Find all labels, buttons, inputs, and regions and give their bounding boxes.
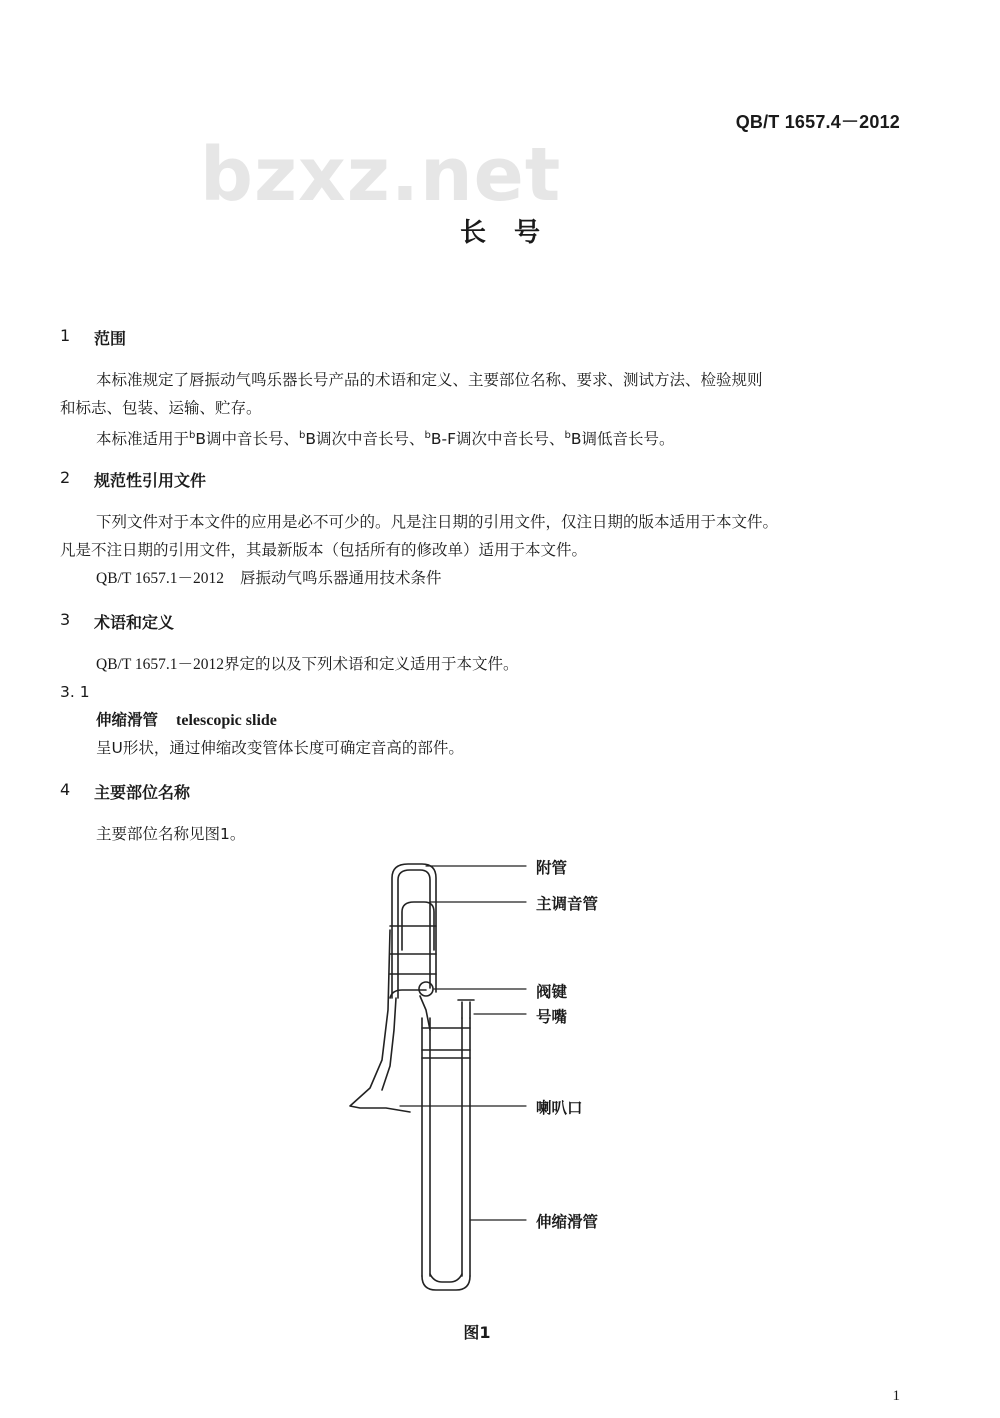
flat-sign: b <box>564 430 571 441</box>
scope-text-c: B调次中音长号、 <box>305 430 425 448</box>
subsection-3-1-number: 3. 1 <box>60 683 90 701</box>
section-3-title: 术语和定义 <box>94 613 175 632</box>
section-1-para1-line1: 本标准规定了唇振动气鸣乐器长号产品的术语和定义、主要部位名称、要求、测试方法、检验规则 <box>96 371 763 389</box>
section-1-number: 1 <box>60 326 71 345</box>
term-definition: 呈U形状，通过伸缩改变管体长度可确定音高的部件。 <box>96 739 464 757</box>
section-3-number: 3 <box>60 610 71 629</box>
label-valve: 阀键 <box>536 983 568 1001</box>
term-chinese: 伸缩滑管 <box>96 711 159 729</box>
scope-text-a: 本标准适用于 <box>96 430 190 448</box>
section-1-para2 <box>96 422 675 453</box>
section-1-para1-line2: 和标志、包装、运输、贮存。 <box>60 399 262 417</box>
section-2-para1-line1: 下列文件对于本文件的应用是必不可少的。凡是注日期的引用文件，仅注日期的版本适用于本文件。 <box>96 513 779 531</box>
watermark: bzxz.net <box>200 132 562 218</box>
section-4-number: 4 <box>60 780 71 799</box>
label-slide: 伸缩滑管 <box>536 1213 599 1231</box>
trombone-diagram <box>330 850 650 1300</box>
flat-sign: b <box>424 430 431 441</box>
mouthpiece <box>458 1000 474 1018</box>
scope-text-d: B-F调次中音长号、 <box>430 430 565 448</box>
scope-text-e: B调低音长号。 <box>570 430 675 448</box>
section-4-text: 主要部位名称见图1。 <box>96 825 246 843</box>
flat-sign: b <box>189 430 196 441</box>
section-1-title: 范围 <box>94 329 127 348</box>
figure-caption: 图1 <box>463 1323 491 1342</box>
page-number: 1 <box>892 1388 900 1404</box>
bell-tube <box>350 930 410 1112</box>
section-2-title: 规范性引用文件 <box>94 471 207 490</box>
reference-code: QB/T 1657.1－2012 <box>96 570 225 587</box>
term-english: telescopic slide <box>176 712 277 729</box>
slide-bow <box>422 1276 470 1290</box>
section-3-intro <box>96 650 519 679</box>
intro-text: 界定的以及下列术语和定义适用于本文件。 <box>224 655 519 673</box>
standard-code: QB/T 1657.4－2012 <box>735 112 900 132</box>
label-bell: 喇叭口 <box>536 1099 583 1117</box>
term-entry <box>96 706 277 735</box>
label-main-tuning-tube: 主调音管 <box>536 895 599 913</box>
section-2-para1-line2: 凡是不注日期的引用文件，其最新版本（包括所有的修改单）适用于本文件。 <box>60 541 588 559</box>
label-attached-tube: 附管 <box>536 859 568 877</box>
intro-reference-code: QB/T 1657.1－2012 <box>96 656 225 673</box>
flat-sign: b <box>299 430 306 441</box>
section-4-title: 主要部位名称 <box>94 783 191 802</box>
page-title: 长号 <box>459 218 568 248</box>
normative-reference <box>96 564 442 593</box>
valve <box>419 982 433 996</box>
scope-text-b: B调中音长号、 <box>195 430 300 448</box>
section-2-number: 2 <box>60 468 71 487</box>
label-mouthpiece: 号嘴 <box>536 1008 568 1026</box>
reference-title: 唇振动气鸣乐器通用技术条件 <box>240 569 442 587</box>
